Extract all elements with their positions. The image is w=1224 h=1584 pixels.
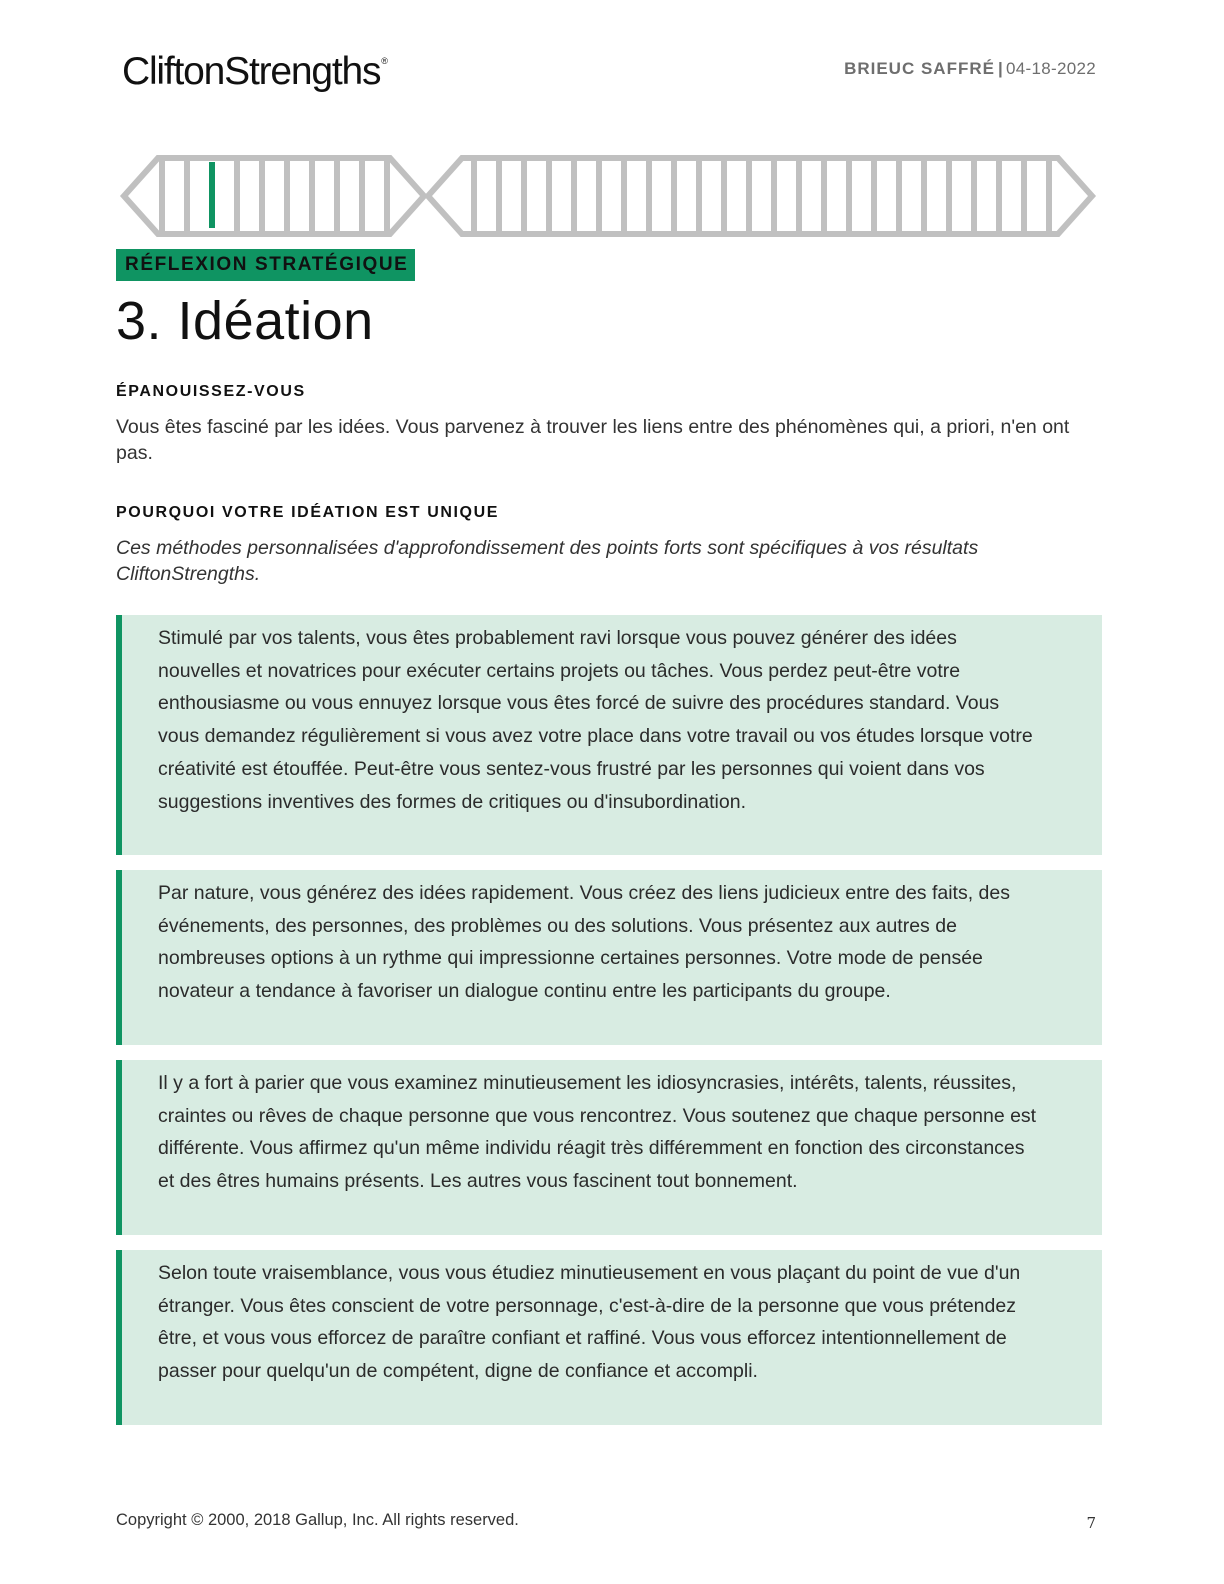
strengths-dna-graphic (118, 152, 1098, 240)
dna-bar (846, 158, 852, 234)
dna-bar (621, 158, 627, 234)
dna-left-segment (124, 158, 424, 234)
dna-bar (771, 158, 777, 234)
dna-bar (334, 158, 340, 234)
dna-bar (821, 158, 827, 234)
insight-block: Stimulé par vos talents, vous êtes probablement ravi lorsque vous pouvez générer des idées nouvelles et novatrices pour exécuter certains projets ou tâches. Vous perdez peut-être votre enthousiasme ou vous ennuyez lorsque vous êtes forcé de suivre des procédures standard. Vous vous demandez régulièrement si vous avez votre place dans votre travail ou vos études lorsque votre créativité est étouffée. Peut-être vous sentez-vous frustré par les personnes qui voient dans vos suggestions inventives des formes de critiques ou d'insubordination. (116, 615, 1102, 855)
unique-heading: POURQUOI VOTRE IDÉATION EST UNIQUE (116, 504, 500, 521)
dna-bar (796, 158, 802, 234)
dna-bar (521, 158, 527, 234)
page-number: 7 (1086, 1514, 1096, 1532)
dna-bar (896, 158, 902, 234)
dna-bar (871, 158, 877, 234)
dna-bar (996, 158, 1002, 234)
dna-bar (159, 158, 165, 234)
insight-block: Il y a fort à parier que vous examinez minutieusement les idiosyncrasies, intérêts, talents, réussites, craintes ou rêves de chaque personne que vous rencontrez. Vous soutenez que chaque personne est différente. Vous affirmez qu'un même individu réagit très différemment en fonction des circonstances et des êtres humains présents. Les autres vous fascinent tout bonnement. (116, 1060, 1102, 1235)
dna-right-segment (428, 158, 1092, 234)
dna-bar (184, 158, 190, 234)
unique-description: Ces méthodes personnalisées d'approfondissement des points forts sont spécifiques à vos résultats CliftonStrengths. (116, 537, 979, 585)
dna-bar (259, 158, 265, 234)
dna-bar-highlighted (209, 162, 215, 228)
theme-title: 3. Idéation (116, 291, 374, 351)
dna-bar (546, 158, 552, 234)
dna-bar (746, 158, 752, 234)
dna-bar (234, 158, 240, 234)
dna-bar (571, 158, 577, 234)
dna-bar (384, 158, 390, 234)
dna-bar (696, 158, 702, 234)
thrive-heading: ÉPANOUISSEZ-VOUS (116, 383, 306, 400)
clifton-strengths-logo (122, 50, 387, 94)
dna-bar (946, 158, 952, 234)
domain-badge: RÉFLEXION STRATÉGIQUE (116, 249, 415, 281)
insight-block: Selon toute vraisemblance, vous vous étudiez minutieusement en vous plaçant du point de vue d'un étranger. Vous êtes conscient de votre personnage, c'est-à-dire de la personne que vous prétendez être, et vous vous efforcez de paraître confiant et raffiné. Vous vous efforcez intentionnellement de passer pour quelqu'un de compétent, digne de confiance et accompli. (116, 1250, 1102, 1425)
copyright-notice: Copyright © 2000, 2018 Gallup, Inc. All rights reserved. (116, 1511, 519, 1529)
dna-bar (471, 158, 477, 234)
report-date: 04-18-2022 (1006, 59, 1096, 78)
dna-bar (721, 158, 727, 234)
dna-bar (971, 158, 977, 234)
thrive-description: Vous êtes fasciné par les idées. Vous parvenez à trouver les liens entre des phénomènes qui, a priori, n'en ont pas. (116, 416, 1070, 464)
header-separator: | (997, 59, 1004, 78)
dna-bar (496, 158, 502, 234)
person-name: BRIEUC SAFFRÉ (844, 59, 995, 78)
dna-bar (359, 158, 365, 234)
report-owner-info (844, 59, 1096, 79)
insight-block: Par nature, vous générez des idées rapidement. Vous créez des liens judicieux entre des faits, des événements, des personnes, des problèmes ou des solutions. Vous présentez aux autres de nombreuses options à un rythme qui impressionne certaines personnes. Votre mode de pensée novateur a tendance à favoriser un dialogue continu entre les participants du groupe. (116, 870, 1102, 1045)
dna-bar (596, 158, 602, 234)
registered-mark: ® (381, 56, 387, 66)
dna-bar (309, 158, 315, 234)
dna-bar (1046, 158, 1052, 234)
dna-bar (284, 158, 290, 234)
dna-bar (1021, 158, 1027, 234)
dna-bar (671, 158, 677, 234)
logo-text: CliftonStrengths (122, 50, 381, 93)
dna-bar (646, 158, 652, 234)
dna-bar (921, 158, 927, 234)
